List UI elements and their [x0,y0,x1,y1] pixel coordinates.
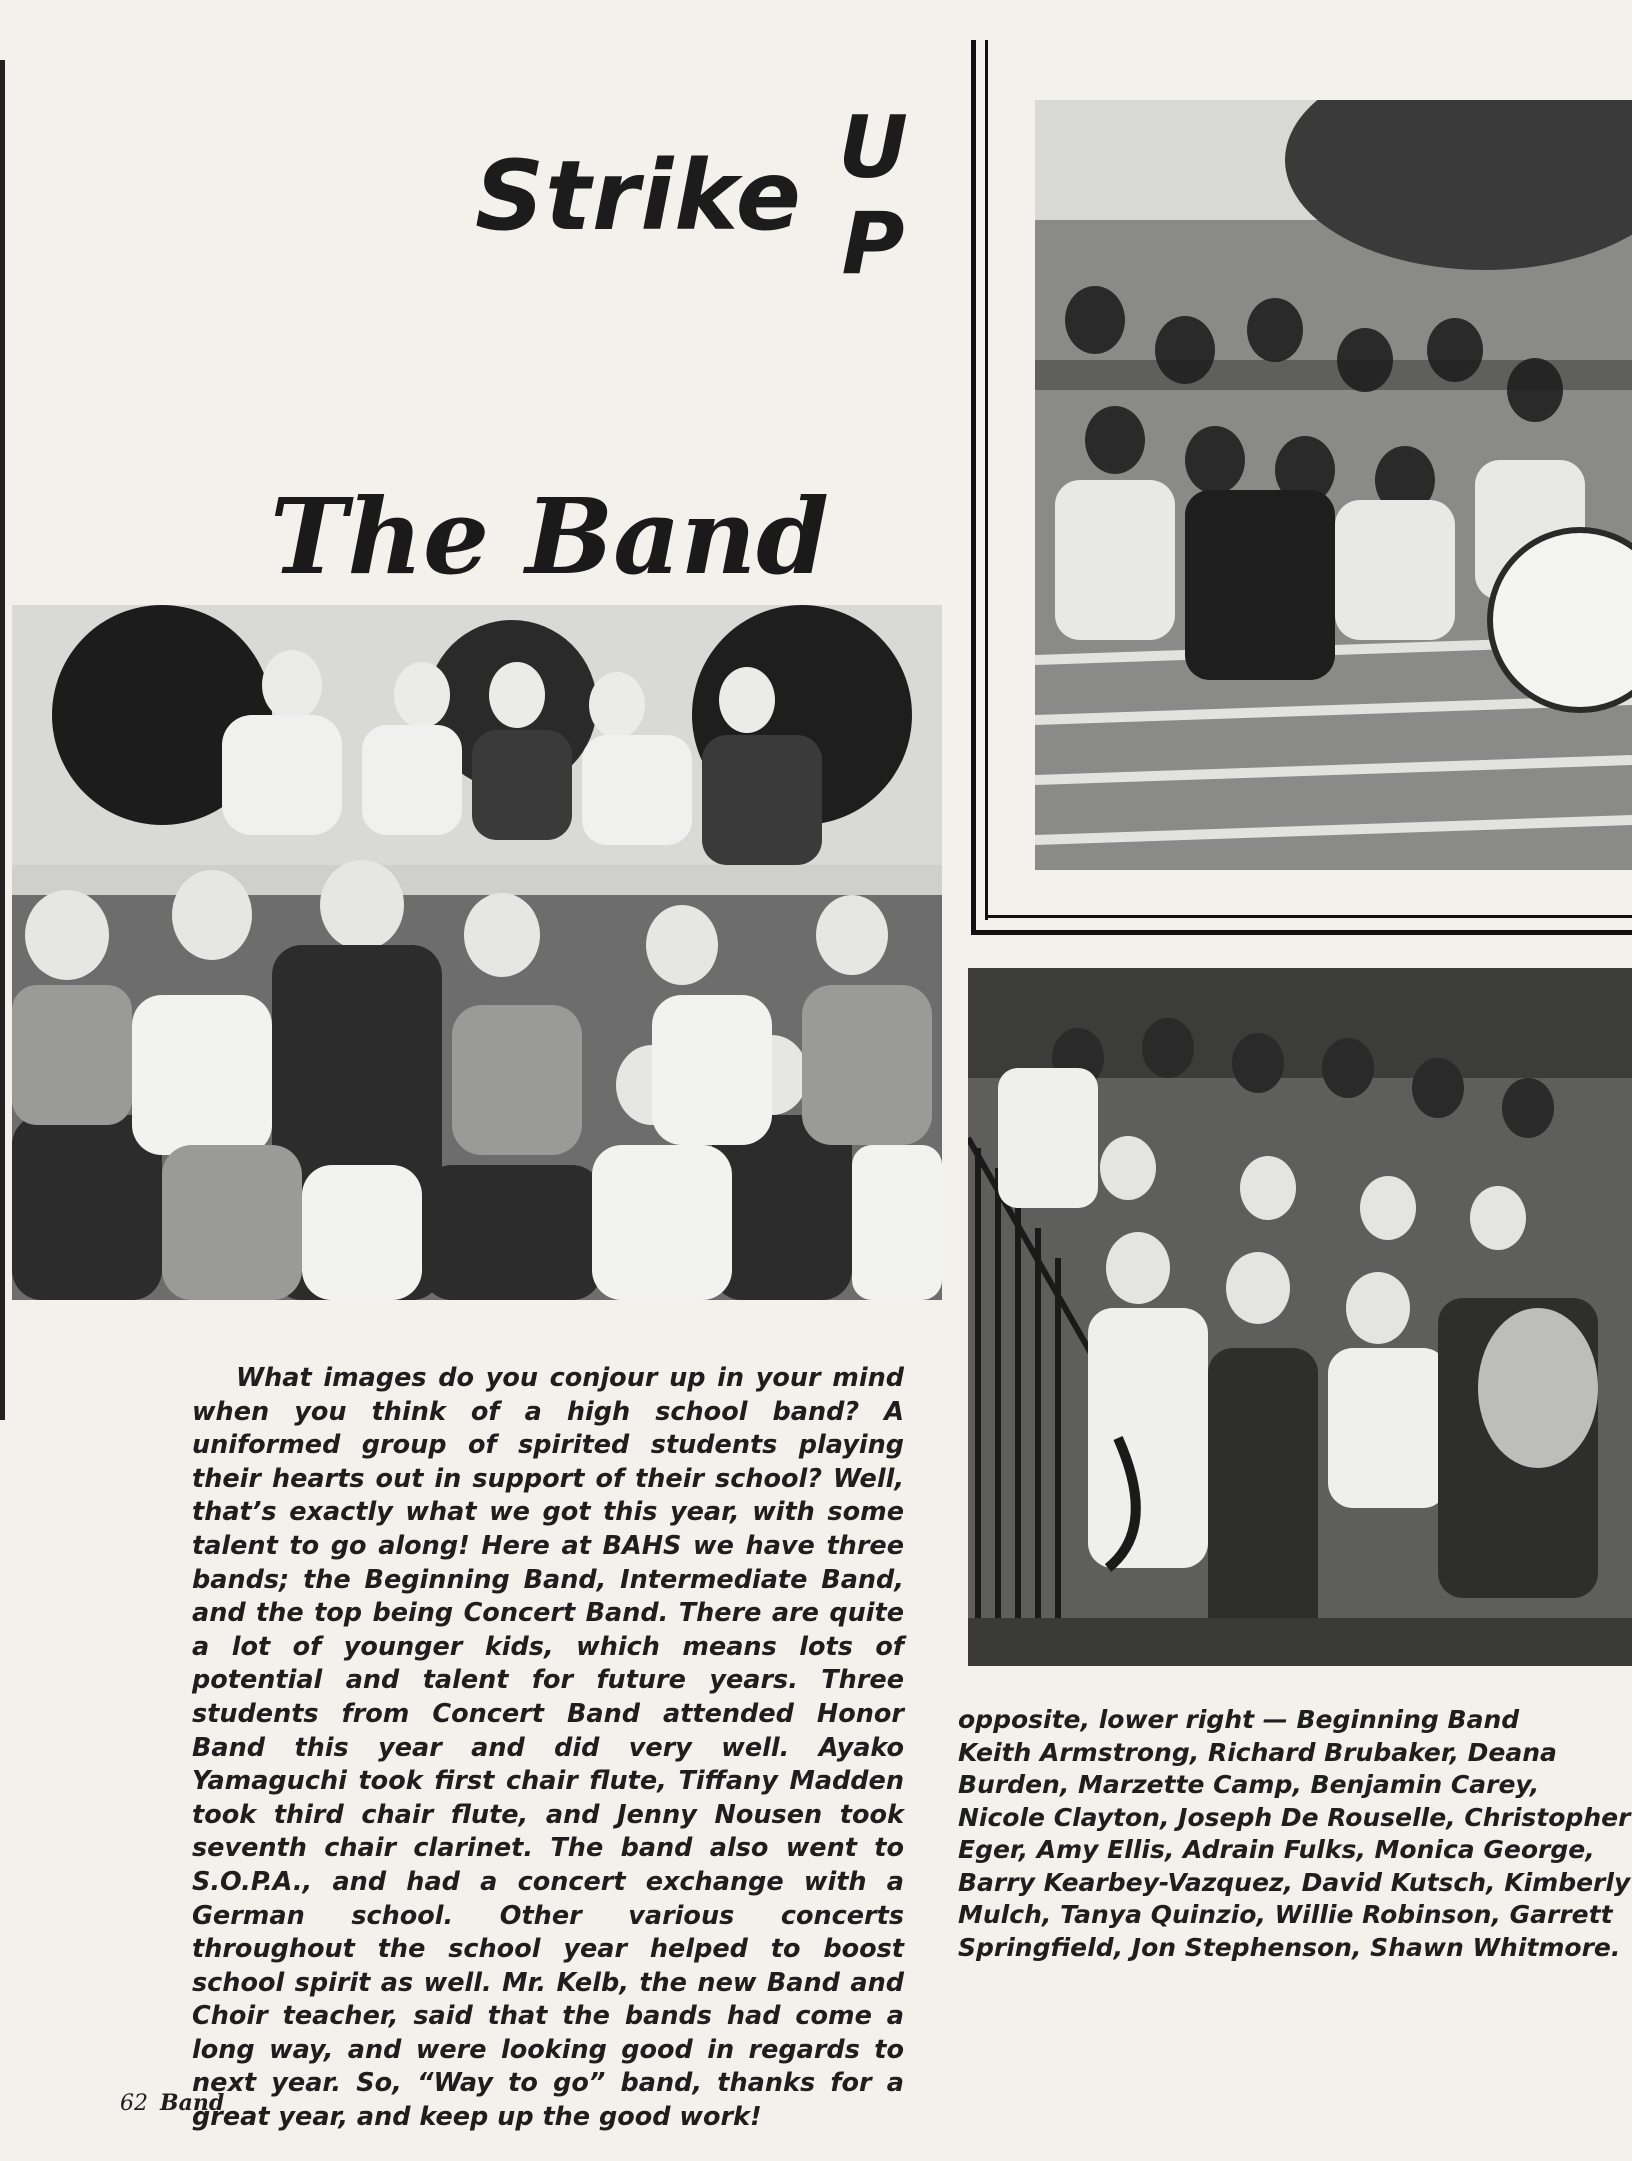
caption-heading: opposite, lower right — Beginning Band [958,1705,1520,1734]
bleachers-photo-image [1035,100,1632,870]
title-the-band: The Band [270,475,829,598]
group-photo-band [12,605,942,1300]
beginning-band-photo [968,968,1632,1666]
bleachers-photo-band [1035,100,1632,870]
page-folio [120,2090,224,2116]
title-up-letter-p: P [841,194,905,294]
beginning-band-image [968,968,1632,1666]
caption-names: Keith Armstrong, Richard Brubaker, Deana Burden, Marzette Camp, Benjamin Carey, Nicole Clayton, Joseph De Rouselle, Christopher Eger, Amy Ellis, Adrain Fulks, Monica George, Barry Kearbey-Vazquez, David Kutsch, Kimberly Mulch, Tanya Quinzio, Willie Robinson, Garrett Springfield, Jon Stephenson, Shawn Whitmore. [958,1737,1631,1962]
section-name: Band [160,2090,225,2116]
title-strike: Strike [475,140,802,252]
group-photo-image [12,605,942,1300]
page-edge-shadow [0,60,5,1420]
title-up-letter-u: U [838,98,908,198]
photo-caption [958,1704,1632,1964]
title-up-vertical [838,100,908,292]
article-body-text: What images do you conjour up in your mind when you think of a high school band? A uniformed group of spirited students playing their hearts out in support of their school? Well, that’s exactly what we got this year, with some talent to go along! Here at BAHS we have three bands; the Beginning Band, Intermediate Band, and the top being Concert Band. There are quite a lot of younger kids, which means lots of potential and talent for future years. Three students from Concert Band attended Honor Band this year and did very well. Ayako Yamaguchi took first chair flute, Tiffany Madden took third chair flute, and Jenny Nousen took seventh chair clarinet. The band also went to S.O.P.A., and had a concert exchange with a German school. Other various concerts throughout the school year helped to boost school spirit as well. Mr. Kelb, the new Band and Choir teacher, said that the bands had come a long way, and were looking good in regards to next year. So, “Way to go” band, thanks for a great year, and keep up the good work! [192,1363,904,2133]
page-number: 62 [120,2091,148,2116]
